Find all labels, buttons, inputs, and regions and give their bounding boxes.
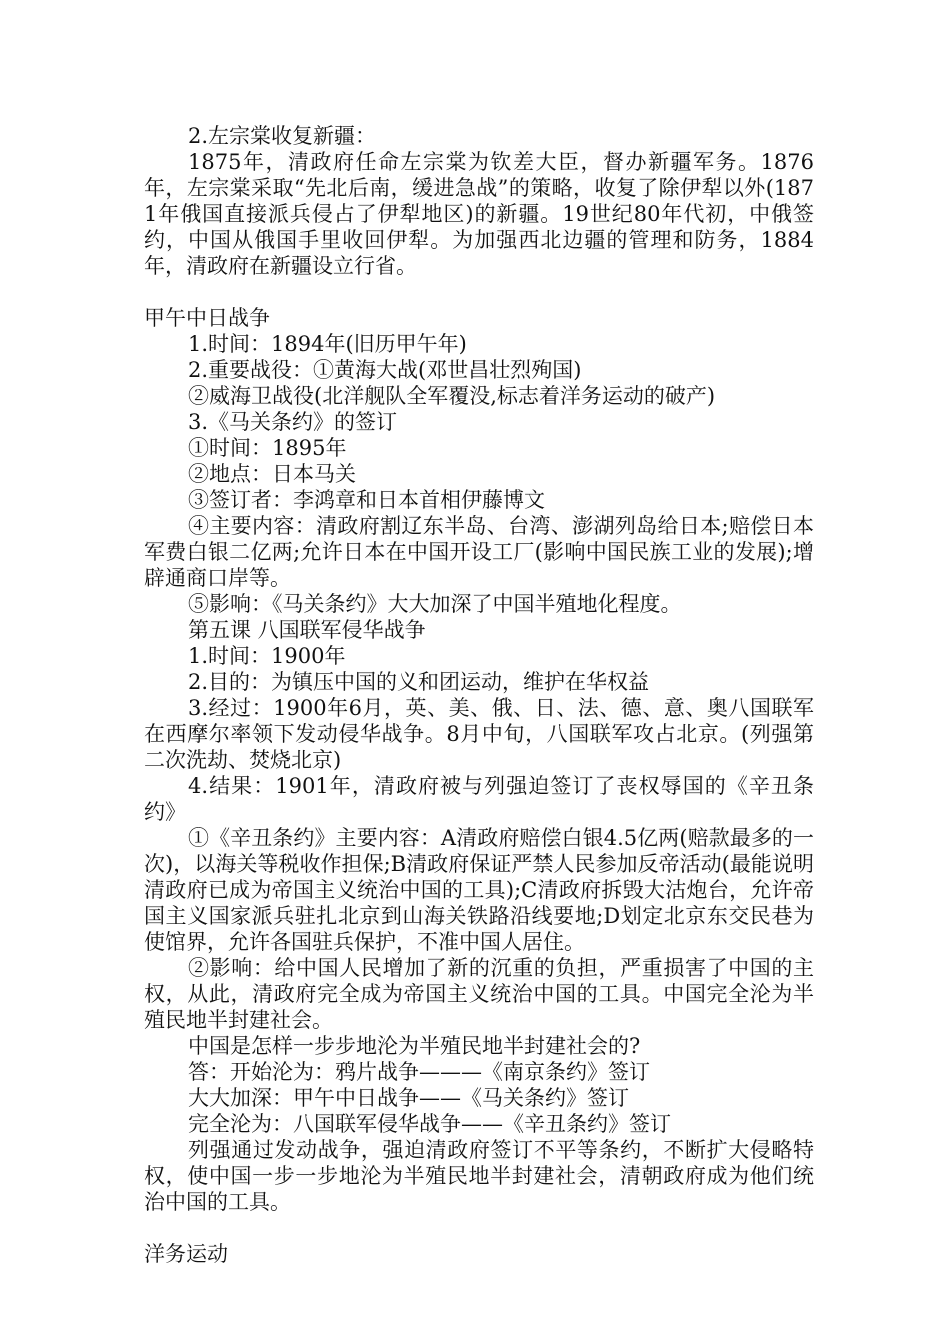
section-heading-sino-japanese-war: 甲午中日战争	[144, 306, 270, 330]
answer-start: 答：开始沦为：鸦片战争———《南京条约》签订	[188, 1060, 650, 1084]
item-treaty-shimonoseki: 3.《马关条约》的签订	[188, 410, 398, 434]
item-result: 4.结果：1901年，清政府被与列强迫签订了丧权辱国的《辛丑条约》	[144, 774, 814, 824]
item-boxer-protocol-content: ①《辛丑条约》主要内容：A清政府赔偿白银4.5亿两(赔款最多的一次)，以海关等税收作担保;B清政府保证严禁人民参加反帝活动(最能说明清政府已成为帝国主义统治中国的工具);C清政府拆毁大沽炮台，允许帝国主义国家派兵驻扎北京到山海关铁路沿线要地;D划定北京东交民巷为使馆界，允许各国驻兵保护，不准中国人居住。	[144, 826, 814, 954]
blank-line	[144, 1215, 814, 1241]
summary-paragraph: 列强通过发动战争，强迫清政府签订不平等条约，不断扩大侵略特权，使中国一步一步地沦为半殖民地半封建社会，清朝政府成为他们统治中国的工具。	[144, 1138, 814, 1214]
item-treaty-content: ④主要内容：清政府割辽东半岛、台湾、澎湖列岛给日本;赔偿日本军费白银二亿两;允许日本在中国开设工厂(影响中国民族工业的发展);增辟通商口岸等。	[144, 514, 814, 590]
item-treaty-impact: ⑤影响：《马关条约》大大加深了中国半殖地化程度。	[188, 592, 682, 616]
item-time-1894: 1.时间：1894年(旧历甲午年)	[188, 332, 467, 356]
item-treaty-signers: ③签订者：李鸿章和日本首相伊藤博文	[188, 488, 545, 512]
answer-complete: 完全沦为：八国联军侵华战争——《辛丑条约》签订	[188, 1112, 671, 1136]
item-boxer-protocol-impact: ②影响：给中国人民增加了新的沉重的负担，严重损害了中国的主权，从此，清政府完全成为帝国主义统治中国的工具。中国完全沦为半殖民地半封建社会。	[144, 956, 814, 1032]
document-page	[144, 123, 814, 1267]
question: 中国是怎样一步步地沦为半殖民地半封建社会的?	[188, 1034, 641, 1058]
blank-line	[144, 279, 814, 305]
item-treaty-place: ②地点：日本马关	[188, 462, 356, 486]
paragraph-xinjiang-recovery: 1875年，清政府任命左宗棠为钦差大臣，督办新疆军务。1876年，左宗棠采取“先北后南，缓进急战”的策略，收复了除伊犁以外(1871年俄国直接派兵侵占了伊犁地区)的新疆。19世纪80年代初，中俄签约，中国从俄国手里收回伊犁。为加强西北边疆的管理和防务，1884年，清政府在新疆设立行省。	[144, 150, 814, 278]
lesson-title-eight-nation: 第五课 八国联军侵华战争	[188, 618, 426, 642]
item-process: 3.经过：1900年6月，英、美、俄、日、法、德、意、奥八国联军在西摩尔率领下发动侵华战争。8月中旬，八国联军攻占北京。(列强第二次洗劫、焚烧北京)	[144, 696, 814, 772]
item-time-1900: 1.时间：1900年	[188, 644, 346, 668]
item-major-battles: 2.重要战役：①黄海大战(邓世昌壮烈殉国)	[188, 358, 582, 382]
item-treaty-time: ①时间：1895年	[188, 436, 347, 460]
section-heading-westernization: 洋务运动	[144, 1242, 228, 1266]
answer-deepen: 大大加深：甲午中日战争——《马关条约》签订	[188, 1086, 629, 1110]
item-purpose: 2.目的：为镇压中国的义和团运动，维护在华权益	[188, 670, 650, 694]
subsection-zuo-zongtang: 2.左宗棠收复新疆：	[188, 124, 377, 148]
item-weihaiwei-battle: ②威海卫战役(北洋舰队全军覆没,标志着洋务运动的破产)	[188, 384, 716, 408]
